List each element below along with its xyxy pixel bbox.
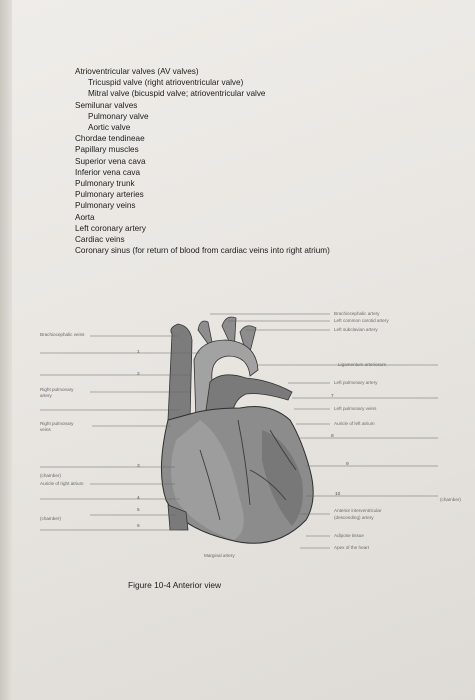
label-chamber-left-1: (chamber): [40, 473, 61, 478]
label-left-pulmonary-artery: Left pulmonary artery: [334, 380, 378, 385]
label-right-pulmonary-veins-2: veins: [40, 427, 51, 432]
label-left-subclavian: Left subclavian artery: [334, 327, 378, 332]
term-item: Tricuspid valve (right atrioventricular valve): [88, 78, 244, 88]
term-item: Inferior vena cava: [75, 167, 141, 177]
number-1: 1: [137, 350, 140, 355]
number-3: 3: [137, 464, 140, 469]
term-item: Left coronary artery: [75, 223, 146, 233]
term-item: Coronary sinus (for return of blood from cardiac veins into right atrium): [75, 246, 330, 256]
term-item: Aorta: [75, 212, 95, 222]
label-anterior-interventricular: Anterior interventricular: [334, 508, 382, 513]
superior-vena-cava: [168, 324, 192, 420]
label-left-common-carotid: Left common carotid artery: [334, 318, 389, 323]
term-item: Papillary muscles: [75, 145, 139, 155]
label-right-pulmonary-veins: Right pulmonary: [40, 421, 74, 426]
term-item: Pulmonary veins: [75, 201, 136, 211]
label-apex: Apex of the heart: [334, 545, 369, 550]
number-10: 10: [335, 492, 341, 497]
number-4: 4: [137, 496, 140, 501]
label-marginal-artery: Marginal artery: [204, 553, 235, 558]
label-brachiocephalic-veins: Brachiocephalic veins: [40, 332, 85, 337]
term-item: Mitral valve (bicuspid valve; atrioventricular valve: [88, 89, 266, 99]
heart-illustration: [161, 317, 313, 543]
term-item: Pulmonary valve: [88, 111, 149, 121]
label-right-pulmonary-artery: Right pulmonary: [40, 387, 74, 392]
term-item: Atrioventricular valves (AV valves): [75, 67, 199, 76]
term-item: Chordae tendineae: [75, 134, 145, 144]
number-6: 6: [137, 524, 140, 529]
number-7: 7: [331, 394, 334, 399]
label-anterior-interventricular-2: (descending) artery: [334, 515, 374, 520]
label-right-pulmonary-artery-2: artery: [40, 393, 52, 398]
label-ligamentum-arteriosum: Ligamentum arteriosum: [338, 362, 387, 367]
label-auricle-right-atrium: Auricle of right atrium: [40, 481, 84, 486]
label-chamber-right: (chamber): [440, 497, 461, 502]
term-item: Superior vena cava: [75, 156, 146, 166]
term-item: Pulmonary trunk: [75, 179, 135, 189]
term-item: Semilunar valves: [75, 100, 138, 110]
label-auricle-left-atrium: Auricle of left atrium: [334, 421, 375, 426]
term-item: Aortic valve: [88, 123, 131, 133]
term-item: Pulmonary arteries: [75, 190, 144, 200]
figure-caption: Figure 10-4 Anterior view: [128, 580, 222, 590]
label-brachiocephalic-artery: Brachiocephalic artery: [334, 311, 380, 316]
number-5: 5: [137, 508, 140, 513]
label-adipose-tissue: Adipose tissue: [334, 533, 364, 538]
label-chamber-left-2: (chamber): [40, 516, 61, 521]
label-left-pulmonary-veins: Left pulmonary veins: [334, 406, 377, 411]
number-9: 9: [346, 462, 349, 467]
term-item: Cardiac veins: [75, 235, 125, 245]
number-2: 2: [137, 372, 140, 377]
number-8: 8: [331, 434, 334, 439]
